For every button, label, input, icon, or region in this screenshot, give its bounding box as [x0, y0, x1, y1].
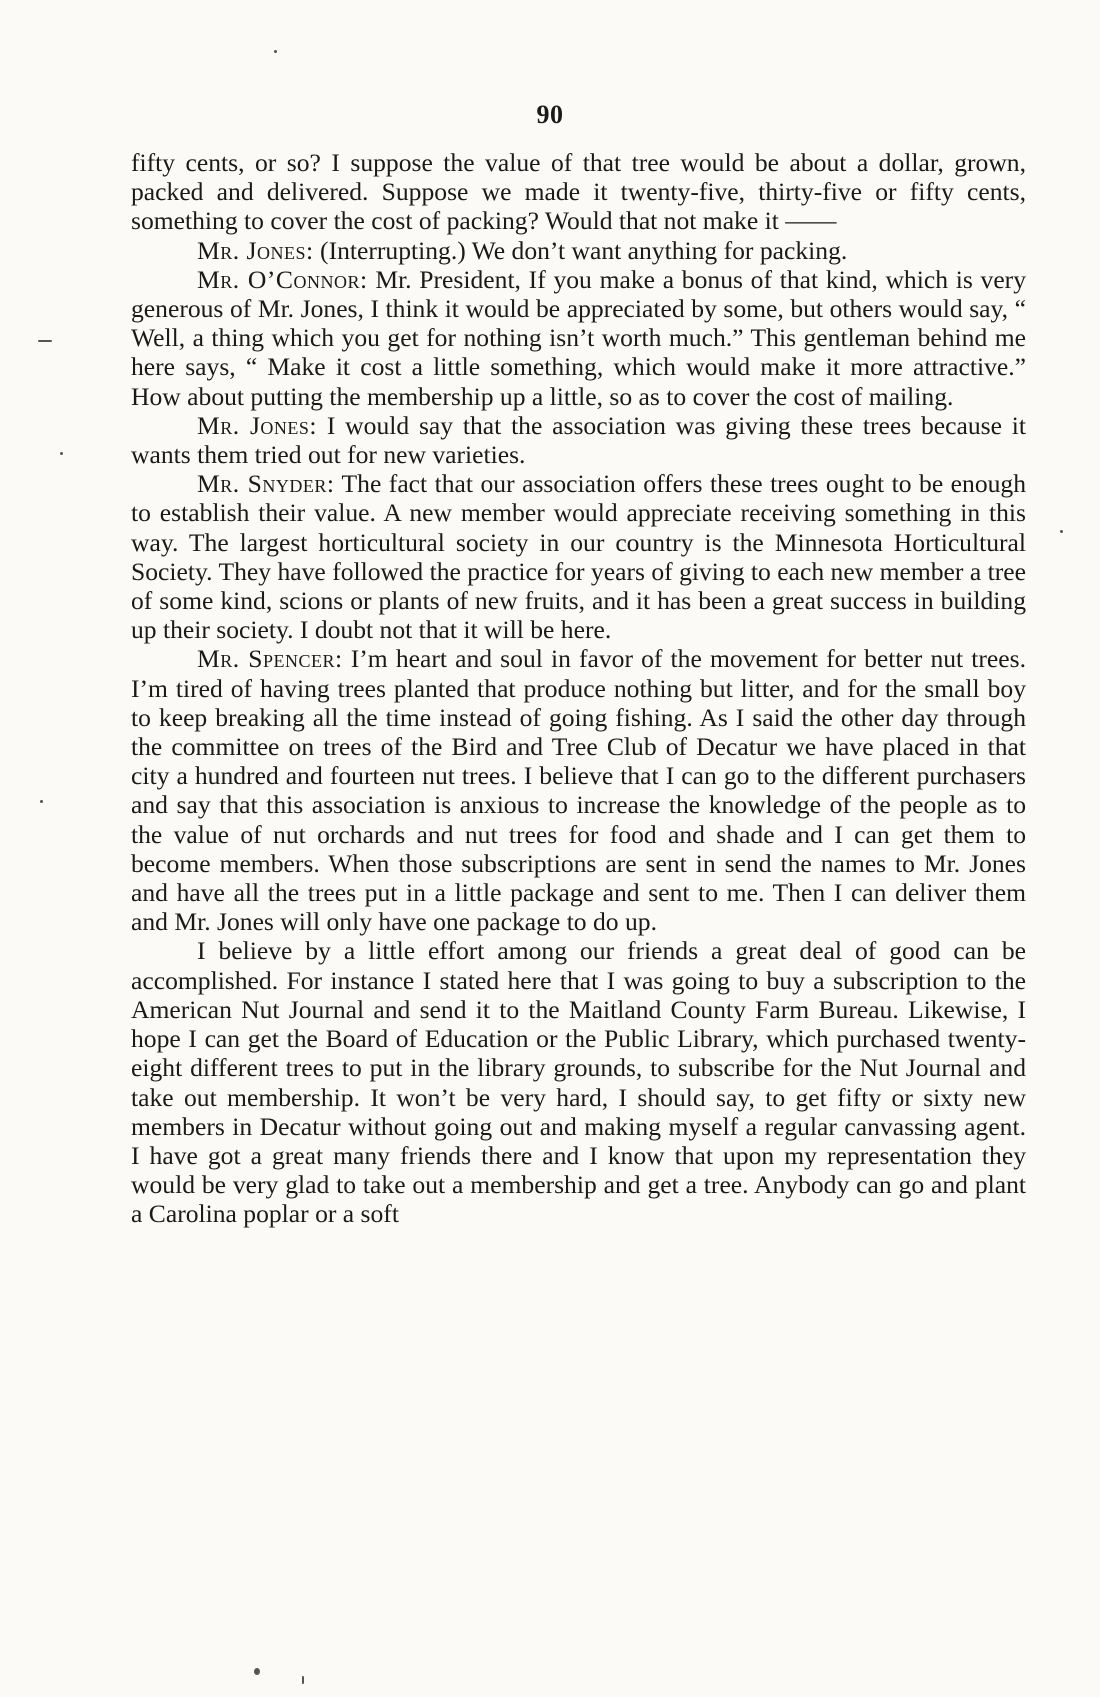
paragraph-text: The fact that our association offers these trees ought to be enough to establish their value. A new member would appreciate receiving something in this way. The largest horticultural society in our country is the Minnesota Horticultural Society. They have followed the practice for years of giving to each new member a tree of some kind, scions or plants of new fruits, and it has been a great success in building up their society. I doubt not that it will be here. — [131, 469, 1027, 645]
scan-speck — [40, 800, 43, 803]
speaker-label: Mr. Spencer: — [197, 644, 343, 674]
paragraph-text: Mr. President, If you make a bonus of that kind, which is very generous of Mr. Jones, I think it would be appreciated by some, but others would say, “ Well, a thing which you get for nothing isn’t worth much.” This gentleman behind me here says, “ Make it cost a little something, which would make it more attractive.” How about putting the membership up a little, so as to cover the cost of mailing. — [131, 264, 1026, 411]
paragraph-text: I’m heart and soul in favor of the movement for better nut trees. I’m tired of having trees planted that produce nothing but litter, and for the small boy to keep breaking all the time instead of going fishing. As I said the other day through the committee on trees of the Bird and Tree Club of Decatur we have placed in that city a hundred and fourteen nut trees. I believe that I can go to the different purchasers and say that this association is anxious to increase the knowledge of the people as to the value of nut orchards and nut trees for food and shade and I can get them to become members. When those subscriptions are sent in send the names to Mr. Jones and have all the trees put in a little package and sent to me. Then I can deliver them and Mr. Jones will only have one package to do up. — [131, 644, 1026, 937]
paragraph-text: I would say that the association was giving these trees because it wants them tried out for new varieties. — [131, 410, 1027, 470]
paragraph-spencer — [131, 644, 1026, 936]
scan-speck — [302, 1676, 304, 1684]
scan-speck — [60, 452, 63, 455]
speaker-label: Mr. Snyder: — [197, 469, 335, 499]
paragraph-text: (Interrupting.) We don’t want anything for packing. — [320, 235, 848, 265]
paragraph-jones-interrupting — [131, 236, 1026, 265]
paragraph-text: fifty cents, or so? I suppose the value of that tree would be about a dollar, grown, packed and delivered. Suppose we made it twenty-five, thirty-five or fifty cents, something to cover the cost of packing? Would that not make it —— — [131, 148, 1026, 236]
scan-speck — [274, 50, 277, 53]
paragraph-oconnor — [131, 265, 1026, 411]
scan-speck — [38, 340, 52, 342]
paragraph-jones — [131, 411, 1026, 469]
paragraph-spencer-continued — [131, 936, 1026, 1228]
speaker-label: Mr. Jones: — [197, 410, 318, 440]
speaker-label: Mr. O’Connor: — [197, 264, 368, 294]
body-text — [131, 148, 1026, 1229]
paragraph-text: I believe by a little effort among our friends a great deal of good can be accomplished. For instance I stated here that I was going to buy a subscription to the American Nut Journal and send it to the Maitland County Farm Bureau. Likewise, I hope I can get the Board of Education or the Public Library, which purchased twenty-eight different trees to put in the library grounds, to subscribe for the Nut Journal and take out membership. It won’t be very hard, I should say, to get fifty or sixty new members in Decatur without going out and making myself a regular canvassing agent. I have got a great many friends there and I know that upon my representation they would be very glad to take out a membership and get a tree. Anybody can go and plant a Carolina poplar or a soft — [131, 936, 1026, 1229]
speaker-label: Mr. Jones: — [197, 235, 314, 265]
scan-speck — [1060, 530, 1063, 533]
paragraph-snyder — [131, 469, 1026, 644]
paragraph-continued — [131, 148, 1026, 236]
page-number: 90 — [536, 100, 564, 129]
scan-speck — [254, 1668, 260, 1675]
